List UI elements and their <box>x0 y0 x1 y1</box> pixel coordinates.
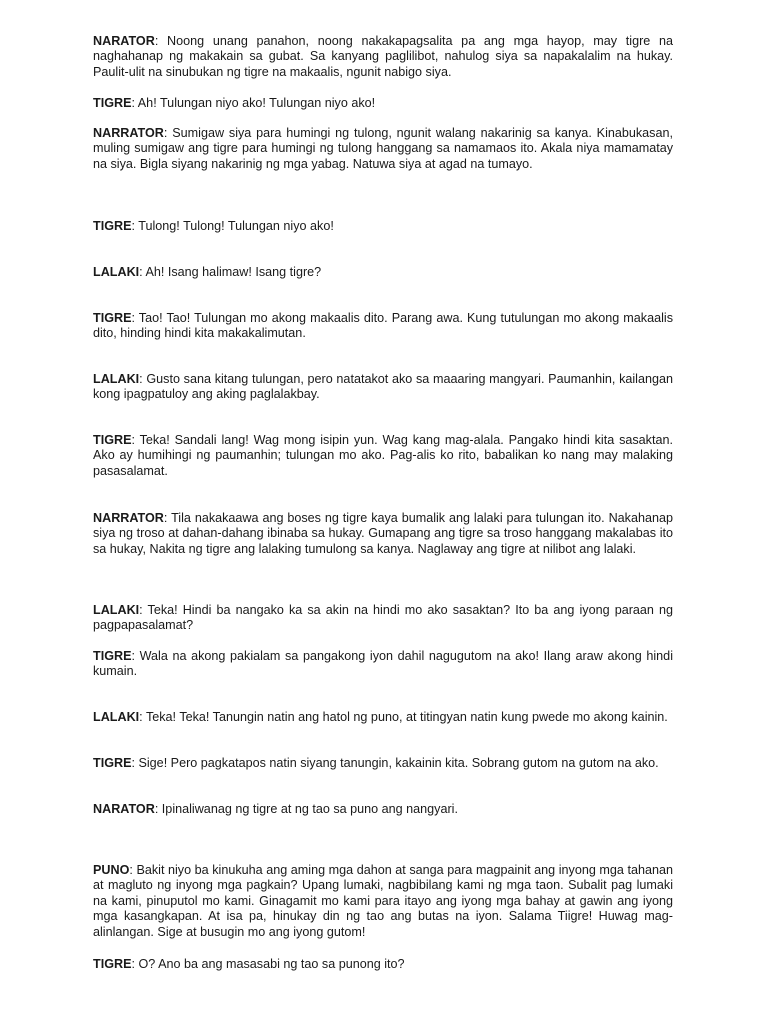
dialogue-text: : Ipinaliwanag ng tigre at ng tao sa puno ang nangyari. <box>154 802 458 816</box>
speaker-label: LALAKI <box>93 265 140 279</box>
speaker-label: NARATOR <box>93 34 155 48</box>
speaker-label: LALAKI <box>93 710 140 724</box>
dialogue-text: : Teka! Hindi ba nangako ka sa akin na hindi mo ako sasaktan? Ito ba ang iyong paraan ng pagpapasalamat? <box>93 603 673 633</box>
speaker-label: TIGRE <box>93 311 132 325</box>
paragraph-12 <box>93 710 673 725</box>
speaker-label: TIGRE <box>93 219 132 233</box>
speaker-label: TIGRE <box>93 957 132 971</box>
dialogue-text: : Sige! Pero pagkatapos natin siyang tanungin, kakainin kita. Sobrang gutom na gutom na ako. <box>131 756 659 770</box>
speaker-label: NARRATOR <box>93 511 164 525</box>
paragraph-1 <box>93 34 673 80</box>
paragraph-5 <box>93 265 673 280</box>
dialogue-text: : Bakit niyo ba kinukuha ang aming mga dahon at sanga para magpainit ang inyong mga tahanan at magluto ng inyong mga pagkain? Upang lumaki, nagbibilang kami ng mga taon. Subalit pag lumaki na kami, pinuputol mo kami. Ginagamit mo kami para itayo ang iyong mga bahay at gawin ang iyong mga kasangkapan. At isa pa, hinukay din ng tao ang butas na iyon. Salama Tiigre! Huwag mag-alinlangan. Sige at busugin mo ang iyong gutom! <box>93 863 673 939</box>
paragraph-2 <box>93 96 673 111</box>
paragraph-8 <box>93 433 673 479</box>
paragraph-6 <box>93 311 673 342</box>
speaker-label: LALAKI <box>93 372 140 386</box>
speaker-label: NARRATOR <box>93 126 164 140</box>
paragraph-15 <box>93 863 673 940</box>
dialogue-text: : Gusto sana kitang tulungan, pero natatakot ako sa maaaring mangyari. Paumanhin, kailangan kong ipagpatuloy ang aking paglalakbay. <box>93 372 673 402</box>
paragraph-11 <box>93 649 673 680</box>
dialogue-text: : Ah! Tulungan niyo ako! Tulungan niyo ako! <box>131 96 376 110</box>
paragraph-16 <box>93 957 673 972</box>
paragraph-9 <box>93 511 673 557</box>
dialogue-text: : Teka! Teka! Tanungin natin ang hatol ng puno, at titingyan natin kung pwede mo akong kainin. <box>139 710 668 724</box>
dialogue-text: : Noong unang panahon, noong nakakapagsalita pa ang mga hayop, may tigre na naghahanap ng makakain sa gubat. Sa kanyang paglilibot, nahulog siya sa napakalalim na hukay. Paulit-ulit na sinubukan ng tigre na makaalis, ngunit nabigo siya. <box>93 34 673 79</box>
speaker-label: TIGRE <box>93 96 132 110</box>
paragraph-3 <box>93 126 673 172</box>
dialogue-text: : Ah! Isang halimaw! Isang tigre? <box>139 265 322 279</box>
speaker-label: NARATOR <box>93 802 155 816</box>
dialogue-text: : O? Ano ba ang masasabi ng tao sa punong ito? <box>131 957 405 971</box>
speaker-label: PUNO <box>93 863 130 877</box>
dialogue-text: : Teka! Sandali lang! Wag mong isipin yun. Wag kang mag-alala. Pangako hindi kita sasaktan. Ako ay humihingi ng paumanhin; tulungan mo ako. Pag-alis ko rito, babalikan ko nang may malaking pasasalamat. <box>93 433 673 478</box>
dialogue-text: : Tao! Tao! Tulungan mo akong makaalis dito. Parang awa. Kung tutulungan mo akong makaalis dito, hinding hindi kita makakalimutan. <box>93 311 673 341</box>
paragraph-14 <box>93 802 673 817</box>
speaker-label: TIGRE <box>93 756 132 770</box>
dialogue-text: : Tila nakakaawa ang boses ng tigre kaya bumalik ang lalaki para tulungan ito. Nakahanap siya ng troso at dahan-dahang ibinaba sa hukay. Gumapang ang tigre sa troso hanggang makalabas ito sa hukay, Nakita ng tigre ang lalaking tumulong sa kanya. Naglaway ang tigre at nilibot ang lalaki. <box>93 511 673 556</box>
dialogue-text: : Wala na akong pakialam sa pangakong iyon dahil nagugutom na ako! Ilang araw akong hindi kumain. <box>93 649 673 679</box>
speaker-label: TIGRE <box>93 649 132 663</box>
speaker-label: TIGRE <box>93 433 132 447</box>
paragraph-7 <box>93 372 673 403</box>
dialogue-text: : Tulong! Tulong! Tulungan niyo ako! <box>131 219 334 233</box>
paragraph-10 <box>93 603 673 634</box>
speaker-label: LALAKI <box>93 603 140 617</box>
dialogue-text: : Sumigaw siya para humingi ng tulong, ngunit walang nakarinig sa kanya. Kinabukasan, muling sumigaw ang tigre para humingi ng tulong hanggang sa namamaos ito. Akala niya mamamatay na siya. Bigla siyang nakarinig ng mga yabag. Natuwa siya at agad na tumayo. <box>93 126 673 171</box>
paragraph-4 <box>93 219 673 234</box>
paragraph-13 <box>93 756 673 771</box>
